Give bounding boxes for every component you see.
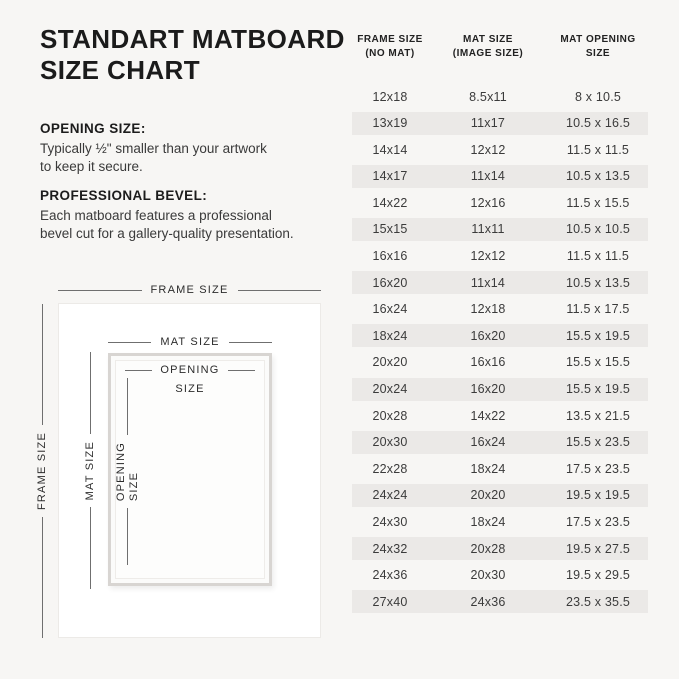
page-title-line1: STANDART MATBOARD <box>40 24 345 54</box>
mat-size-cell: 18x24 <box>470 461 506 476</box>
header-frame-size <box>352 33 428 61</box>
frame-size-cell: 14x22 <box>372 195 408 210</box>
table-row <box>352 218 648 241</box>
frame-size-label-top: FRAME SIZE <box>150 284 229 296</box>
opening-size-label-left-word1: OPENING <box>114 441 127 502</box>
mat-size-cell: 11x11 <box>471 222 505 237</box>
dimension-line <box>90 352 91 434</box>
table-row <box>352 245 648 268</box>
frame-size-cell: 20x24 <box>372 382 408 397</box>
frame-size-cell: 24x30 <box>372 515 408 529</box>
dimension-line <box>58 290 142 291</box>
dimension-line <box>42 304 43 425</box>
opening-size-cell: 11.5 x 15.5 <box>566 195 630 210</box>
mat-size-cell: 16x20 <box>470 382 506 397</box>
frame-size-cell: 18x24 <box>372 328 408 343</box>
opening-size-heading: OPENING SIZE: <box>40 121 146 136</box>
frame-size-cell: 15x15 <box>372 222 408 237</box>
header-mat-opening-size <box>548 33 648 61</box>
header-frame-size-line1: FRAME SIZE <box>357 34 423 45</box>
mat-size-cell: 20x28 <box>470 541 506 556</box>
table-row <box>352 351 648 374</box>
header-mat-opening-size-line1: MAT OPENING <box>560 34 636 45</box>
frame-size-label-left: FRAME SIZE <box>36 432 48 511</box>
dimension-line <box>127 378 128 435</box>
header-mat-size-line2: (IMAGE SIZE) <box>452 48 524 59</box>
table-row <box>352 85 648 108</box>
mat-size-cell: 12x12 <box>470 249 506 264</box>
table-row <box>352 112 648 135</box>
table-row <box>352 324 648 347</box>
header-frame-size-line2: (NO MAT) <box>365 48 415 59</box>
size-table-rows <box>352 85 648 617</box>
table-row <box>352 457 648 480</box>
opening-size-label-left-word2: SIZE <box>127 471 140 502</box>
header-mat-opening-size-line2: SIZE <box>585 48 611 59</box>
opening-size-body-line2: to keep it secure. <box>40 158 143 174</box>
opening-size-cell: 23.5 x 35.5 <box>565 594 631 609</box>
opening-size-info <box>40 121 360 176</box>
opening-size-cell: 19.5 x 19.5 <box>565 488 631 503</box>
table-row <box>352 138 648 161</box>
opening-size-body-line1: Typically ½" smaller than your artwork <box>40 141 267 156</box>
mat-size-label-left: MAT SIZE <box>84 440 96 501</box>
table-row <box>352 590 648 613</box>
table-row <box>352 191 648 214</box>
opening-size-cell: 15.5 x 15.5 <box>565 355 631 370</box>
frame-size-dimension-top <box>58 283 321 297</box>
mat-size-label-top: MAT SIZE <box>160 336 220 348</box>
dimension-line <box>228 370 255 371</box>
page-title <box>40 24 345 85</box>
mat-size-cell: 11x17 <box>470 116 506 131</box>
mat-size-dimension-left <box>84 352 96 589</box>
table-row <box>352 431 648 454</box>
opening-size-cell: 10.5 x 13.5 <box>565 169 631 184</box>
mat-size-cell: 8.5x11 <box>469 89 507 104</box>
frame-size-cell: 20x20 <box>372 355 408 370</box>
professional-bevel-body-line1: Each matboard features a professional <box>40 208 272 223</box>
frame-size-cell: 20x30 <box>372 435 408 450</box>
table-row <box>352 165 648 188</box>
opening-size-cell: 8 x 10.5 <box>574 89 622 104</box>
frame-size-cell: 20x28 <box>372 408 408 423</box>
mat-size-cell: 16x24 <box>470 435 506 450</box>
frame-size-cell: 27x40 <box>372 594 408 609</box>
opening-size-cell: 11.5 x 11.5 <box>566 249 630 264</box>
mat-size-cell: 20x30 <box>470 568 506 583</box>
opening-size-cell: 11.5 x 11.5 <box>566 142 630 157</box>
table-row <box>352 271 648 294</box>
mat-size-cell: 24x36 <box>470 594 506 609</box>
table-row <box>352 404 648 427</box>
opening-size-cell: 17.5 x 23.5 <box>565 461 631 476</box>
page-title-line2: SIZE CHART <box>40 54 200 85</box>
table-row <box>352 378 648 401</box>
professional-bevel-body-line2: bevel cut for a gallery-quality presentation. <box>40 225 294 241</box>
frame-size-cell: 24x24 <box>372 488 408 503</box>
opening-size-cell: 17.5 x 23.5 <box>565 515 631 529</box>
table-row <box>352 511 648 534</box>
frame-size-cell: 16x16 <box>372 249 408 264</box>
frame-size-cell: 13x19 <box>372 116 408 131</box>
frame-size-cell: 22x28 <box>372 461 408 476</box>
frame-size-cell: 16x20 <box>372 275 408 290</box>
frame-size-cell: 24x32 <box>372 541 408 556</box>
opening-size-cell: 10.5 x 10.5 <box>565 222 631 237</box>
mat-size-cell: 11x14 <box>470 275 506 290</box>
mat-size-cell: 12x18 <box>470 302 506 317</box>
table-row <box>352 537 648 560</box>
dimension-line <box>108 342 151 343</box>
header-mat-size <box>428 33 548 61</box>
frame-size-cell: 12x18 <box>372 89 408 104</box>
opening-size-cell: 11.5 x 17.5 <box>566 302 630 317</box>
dimension-line <box>238 290 322 291</box>
dimension-line <box>42 517 43 638</box>
table-row <box>352 298 648 321</box>
table-row <box>352 564 648 587</box>
mat-size-cell: 14x22 <box>470 408 506 423</box>
frame-size-cell: 14x14 <box>372 142 408 157</box>
frame-size-dimension-left <box>36 304 48 638</box>
opening-size-cell: 10.5 x 13.5 <box>565 275 631 290</box>
professional-bevel-heading: PROFESSIONAL BEVEL: <box>40 188 208 203</box>
mat-size-cell: 16x16 <box>470 355 506 370</box>
dimension-line <box>127 508 128 565</box>
dimension-line <box>125 370 152 371</box>
frame-size-cell: 24x36 <box>372 568 408 583</box>
opening-size-cell: 19.5 x 29.5 <box>565 568 631 583</box>
opening-size-cell: 19.5 x 27.5 <box>565 541 631 556</box>
frame-size-cell: 14x17 <box>372 169 408 184</box>
mat-size-dimension-top <box>108 335 272 349</box>
opening-size-cell: 13.5 x 21.5 <box>565 408 631 423</box>
mat-size-cell: 11x14 <box>470 169 506 184</box>
header-mat-size-line1: MAT SIZE <box>463 34 513 45</box>
mat-size-cell: 18x24 <box>470 515 506 529</box>
professional-bevel-info <box>40 188 360 243</box>
opening-size-cell: 15.5 x 23.5 <box>565 435 631 450</box>
opening-size-dimension-left <box>114 378 140 565</box>
table-row <box>352 484 648 507</box>
size-table-header <box>352 33 648 61</box>
mat-size-cell: 20x20 <box>470 488 506 503</box>
frame-size-cell: 16x24 <box>372 302 408 317</box>
dimension-line <box>229 342 272 343</box>
opening-size-cell: 15.5 x 19.5 <box>565 382 631 397</box>
dimension-line <box>90 507 91 589</box>
mat-size-cell: 12x16 <box>470 195 506 210</box>
opening-size-cell: 15.5 x 19.5 <box>565 328 631 343</box>
opening-size-label-word2: SIZE <box>175 383 205 395</box>
opening-size-label-word1: OPENING <box>160 364 220 376</box>
mat-size-cell: 12x12 <box>470 142 506 157</box>
opening-size-cell: 10.5 x 16.5 <box>565 116 631 131</box>
mat-size-cell: 16x20 <box>470 328 506 343</box>
